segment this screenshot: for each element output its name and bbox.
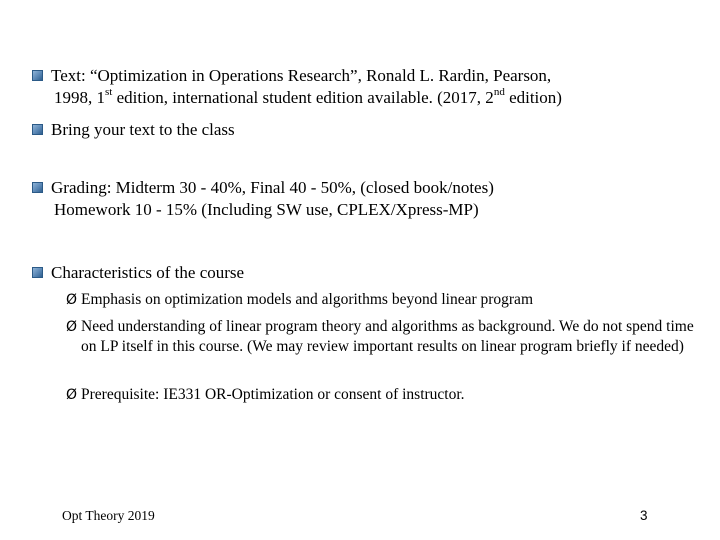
sub-bullet-text: Emphasis on optimization models and algorithms beyond linear program	[81, 291, 533, 308]
textbook-sup-1: st	[105, 86, 113, 99]
characteristics-label: Characteristics of the course	[51, 263, 245, 282]
grading-line-1: Grading: Midterm 30 - 40%, Final 40 - 50%, (closed book/notes)	[51, 178, 494, 197]
bullet-bring-text	[32, 119, 700, 141]
footer-page-number: 3	[640, 508, 648, 523]
textbook-line-2-a: 1998, 1	[54, 88, 105, 107]
bullet-textbook	[32, 65, 700, 109]
arrow-right-icon: Ø	[66, 319, 78, 335]
textbook-line-2-b: edition, international student edition available. (2017, 2	[112, 88, 494, 107]
textbook-line-1: Text: “Optimization in Operations Research”, Ronald L. Rardin, Pearson,	[51, 66, 552, 85]
grading-line-2: Homework 10 - 15% (Including SW use, CPLEX/Xpress-MP)	[54, 200, 479, 219]
bullet-square-icon	[32, 182, 43, 193]
sub-bullet-prerequisite	[66, 385, 694, 405]
arrow-right-icon: Ø	[66, 292, 78, 308]
bullet-square-icon	[32, 70, 43, 81]
bullet-square-icon	[32, 267, 43, 278]
arrow-right-icon: Ø	[66, 387, 78, 403]
textbook-line-2-c: edition)	[504, 88, 562, 107]
sub-bullet-text: Prerequisite: IE331 OR-Optimization or consent of instructor.	[81, 386, 465, 403]
bullet-grading	[32, 177, 700, 221]
sub-bullet-emphasis	[66, 290, 694, 310]
footer-course: Opt Theory 2019	[62, 508, 155, 523]
bullet-characteristics	[32, 262, 700, 284]
sub-bullet-text: Need understanding of linear program theory and algorithms as background. We do not spend time on LP itself in this course. (We may review important results on linear program briefly if needed)	[81, 318, 694, 355]
textbook-line-2	[54, 87, 700, 109]
sub-bullet-understanding	[66, 317, 694, 357]
bullet-square-icon	[32, 124, 43, 135]
bring-text-label: Bring your text to the class	[51, 120, 235, 139]
textbook-sup-2: nd	[493, 86, 505, 99]
